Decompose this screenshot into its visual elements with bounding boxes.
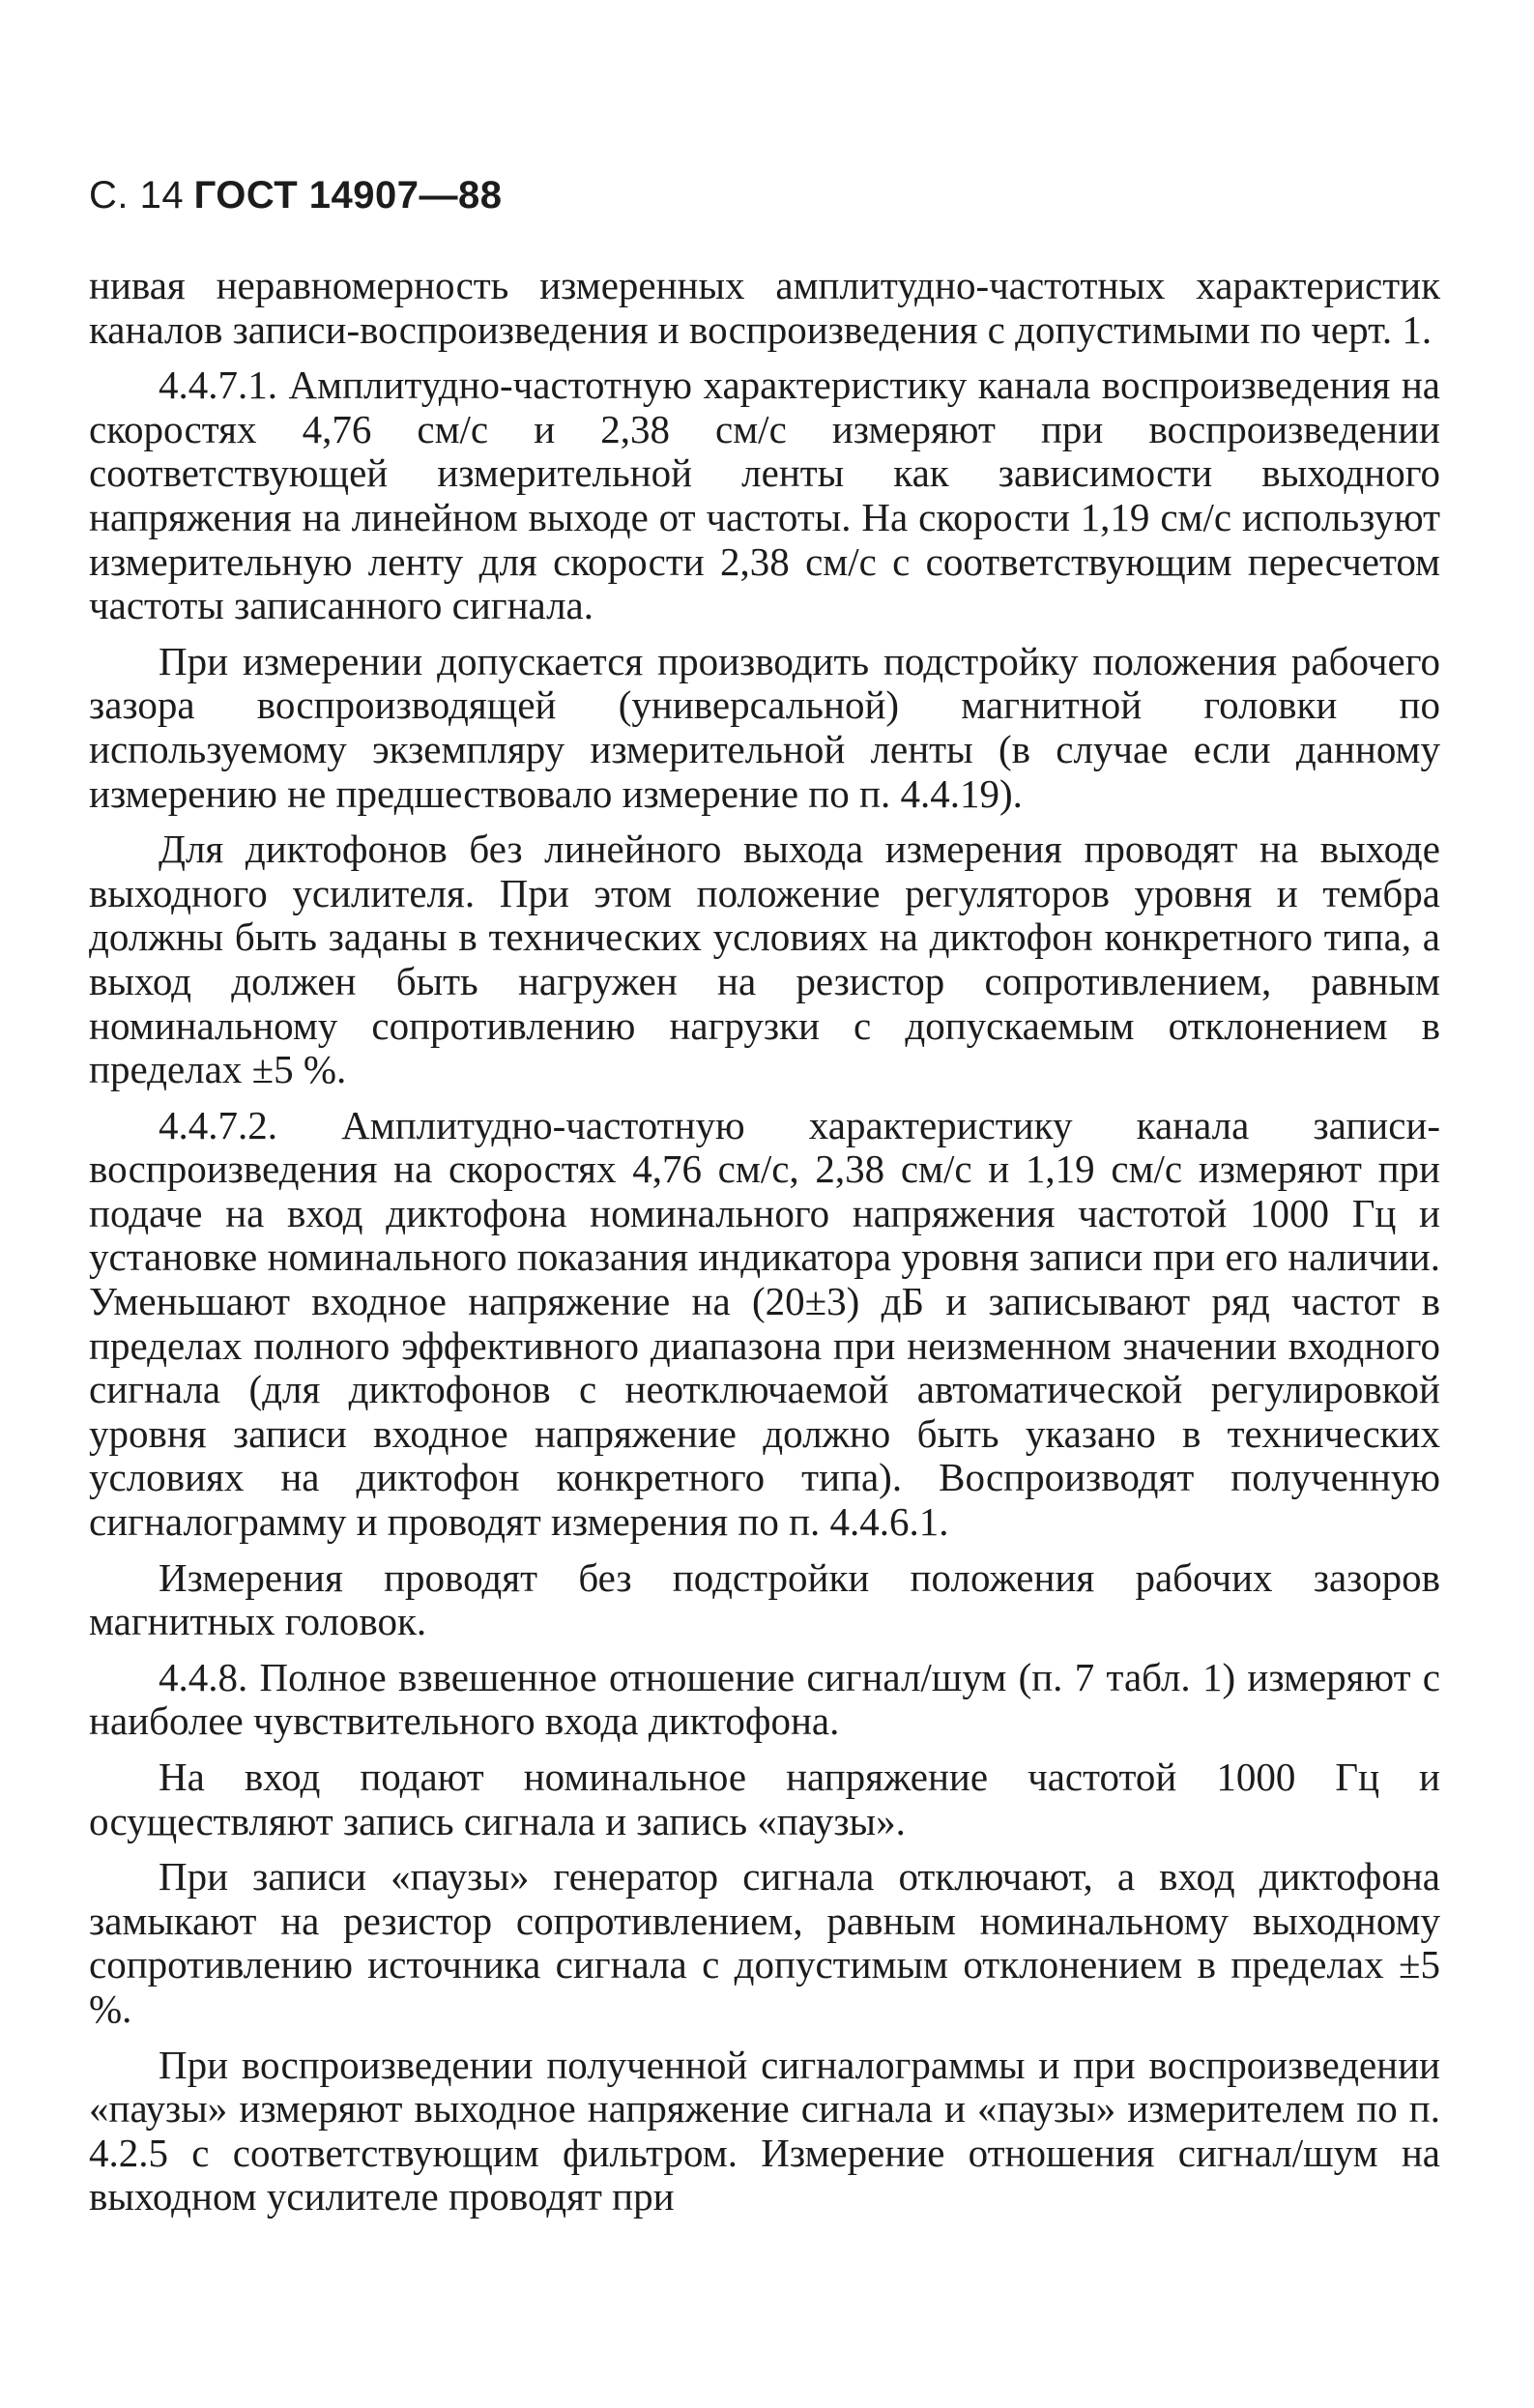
page-number: С. 14 — [89, 174, 185, 217]
paragraph-no-line-output: Для диктофонов без линейного выхода измерения проводят на выходе выходного усилителя. При этом положение регуляторов уровня и тембра должны быть заданы в технических условиях на диктофон конкретного типа, а выход должен быть нагружен на резистор сопротивлением, равным номинальному сопротивлению нагрузки с допускаемым отклонением в пределах ±5 %. — [89, 827, 1440, 1092]
paragraph-adjustment-note: При измерении допускается производить подстройку положения рабочего зазора воспроизводящей (универсальной) магнитной головки по используемому экземпляру измерительной ленты (в случае если данному измерению не предшествовало измерение по п. 4.4.19). — [89, 638, 1440, 816]
paragraph-4-4-7-1: 4.4.7.1. Амплитудно-частотную характеристику канала воспроизведения на скоростях 4,76 см/с и 2,38 см/с измеряют при воспроизведении соответствующей измерительной ленты как зависимости выходного напряжения на линейном выходе от частоты. На скорости 1,19 см/с используют измерительную ленту для скорости 2,38 см/с с соответствующим пересчетом частоты записанного сигнала. — [89, 363, 1440, 628]
standard-designation: ГОСТ 14907—88 — [193, 174, 503, 217]
paragraph-pause-recording: При записи «паузы» генератор сигнала отключают, а вход диктофона замыкают на резистор сопротивлением, равным номинальному выходному сопротивлению источника сигнала с допустимым отклонением в пределах ±5 %. — [89, 1854, 1440, 2031]
paragraph-4-4-8: 4.4.8. Полное взвешенное отношение сигнал/шум (п. 7 табл. 1) измеряют с наиболее чувствительного входа диктофона. — [89, 1654, 1440, 1744]
paragraph-continuation: нивая неравномерность измеренных амплитудно-частотных характеристик каналов записи-воспроизведения и воспроизведения с допустимыми по черт. 1. — [89, 263, 1440, 352]
page-header — [89, 172, 503, 218]
paragraph-input-signal: На вход подают номинальное напряжение частотой 1000 Гц и осуществляют запись сигнала и запись «паузы». — [89, 1755, 1440, 1843]
paragraph-no-gap-adjustment: Измерения проводят без подстройки положения рабочих зазоров магнитных головок. — [89, 1554, 1440, 1644]
document-body — [89, 264, 1440, 2231]
paragraph-playback-measurement: При воспроизведении полученной сигналограммы и при воспроизведении «паузы» измеряют выходное напряжение сигнала и «паузы» измерителем по п. 4.2.5 с соответствующим фильтром. Измерение отношения сигнал/шум на выходном усилителе проводят при — [89, 2042, 1440, 2219]
paragraph-4-4-7-2: 4.4.7.2. Амплитудно-частотную характеристику канала записи-воспроизведения на скоростях 4,76 см/с, 2,38 см/с и 1,19 см/с измеряют при подаче на вход диктофона номинального напряжения частотой 1000 Гц и установке номинального показания индикатора уровня записи при его наличии. Уменьшают входное напряжение на (20±3) дБ и записывают ряд частот в пределах полного эффективного диапазона при неизменном значении входного сигнала (для диктофонов с неотключаемой автоматической регулировкой уровня записи входное напряжение должно быть указано в технических условиях на диктофон конкретного типа). Воспроизводят полученную сигналограмму и проводят измерения по п. 4.4.6.1. — [89, 1102, 1440, 1545]
